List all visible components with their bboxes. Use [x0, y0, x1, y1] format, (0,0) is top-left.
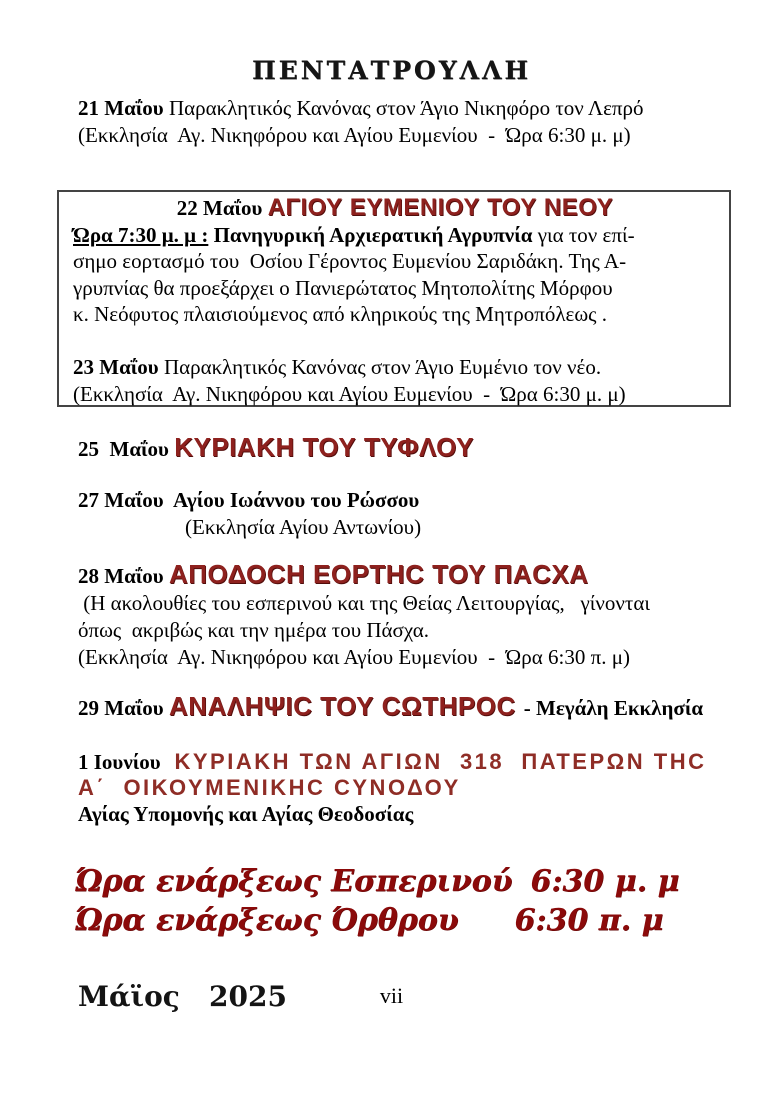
entry-27-text: Αγίου Ιωάννου του Ρώσσου	[163, 488, 420, 512]
matins-label: Ώρα ενάρξεως Όρθρου	[75, 903, 459, 938]
vespers-time: 6:30 μ. μ	[530, 864, 680, 899]
box-paragraph-line2: σημο εορτασμό του Οσίου Γέροντος Ευμενίου Σαριδάκη. Της Α-	[73, 249, 627, 273]
entry-27-date: 27 Μαΐου	[78, 488, 164, 512]
entry-jun1-line2	[78, 775, 738, 801]
entry-jun1-subtext: Αγίας Υπομονής και Αγίας Θεοδοσίας	[78, 802, 414, 826]
service-times	[75, 862, 735, 940]
box-text-23: Παρακλητικός Κανόνας στον Άγιο Ευμένιο τον νέο.	[158, 355, 602, 379]
box-time-label: Ώρα 7:30 μ. μ :	[73, 222, 209, 247]
entry-jun1-title-red-line2: Α΄ ΟΙΚΟΥΜΕΝΙΚΗC CΥΝΟΔΟΥ	[78, 775, 461, 800]
entry-28-may	[78, 561, 738, 671]
entry-28-title-red: ΑΠΟΔΟCΗ ΕΟΡΤΗC ΤΟΥ ΠΑCΧΑ	[168, 559, 589, 589]
matins-time-line	[75, 901, 735, 940]
vespers-time-line	[75, 862, 735, 901]
event-box-22-23-may	[57, 190, 731, 407]
entry-25-date: 25 Μαΐου	[78, 437, 175, 461]
entry-27-location: (Εκκλησία Αγίου Αντωνίου)	[185, 515, 422, 539]
entry-1-june	[78, 749, 738, 827]
entry-29-title-red: ΑΝΑΛΗΨΙC ΤΟΥ CΩΤΗΡΟC	[168, 691, 516, 721]
box-blank-line	[73, 328, 717, 355]
page-title: ΠΕΝΤΑΤΡΟΥΛΛΗ	[252, 56, 531, 85]
entry-28-line1: (Η ακολουθίες του εσπερινού και της Θείας Λειτουργίας, γίνονται	[78, 591, 650, 615]
entry-jun1-date: 1 Ιουνίου	[78, 750, 166, 774]
entry-29-date: 29 Μαΐου	[78, 696, 169, 720]
entry-27-line1	[78, 487, 738, 514]
box-date-22: 22 Μαΐου	[176, 196, 268, 220]
entry-29-may	[78, 693, 738, 722]
entry-jun1-line1	[78, 749, 738, 775]
entry-25-may	[78, 434, 738, 463]
entry-25-title-red: ΚΥΡΙΑΚΗ ΤΟΥ ΤΥΦΛΟΥ	[174, 432, 474, 462]
entry-28-line2: όπως ακριβώς και την ημέρα του Πάσχα.	[78, 618, 429, 642]
entry-21-line1	[78, 95, 738, 122]
entry-28-location: (Εκκλησία Αγ. Νικηφόρου και Αγίου Ευμενίου - Ώρα 6:30 π. μ)	[78, 645, 630, 669]
footer-month-label: Μάϊος 2025	[78, 980, 287, 1013]
box-entry-23-line1	[73, 354, 717, 381]
box-paragraph-line1	[73, 222, 717, 249]
entry-21-text: Παρακλητικός Κανόνας στον Άγιο Νικηφόρο τον Λεπρό	[163, 96, 644, 120]
entry-27-may	[78, 487, 738, 541]
box-location-23: (Εκκλησία Αγ. Νικηφόρου και Αγίου Ευμενίου - Ώρα 6:30 μ. μ)	[73, 381, 626, 406]
entry-28-heading	[78, 561, 738, 590]
box-heading-line	[73, 195, 717, 222]
entry-21-may	[78, 95, 738, 149]
box-paragraph-line4: κ. Νεόφυτος πλαισιούμενος από κληρικούς της Μητροπόλεως .	[73, 302, 607, 326]
entry-21-date: 21 Μαΐου	[78, 96, 164, 120]
box-date-23: 23 Μαΐου	[73, 355, 159, 379]
entry-jun1-title-red-line1: ΚΥΡΙΑΚΗ ΤΩΝ ΑΓΙΩΝ 318 ΠΑΤΕΡΩΝ ΤΗC	[165, 749, 707, 774]
vespers-label: Ώρα ενάρξεως Εσπερινού	[75, 864, 513, 899]
entry-28-date: 28 Μαΐου	[78, 564, 169, 588]
box-paragraph-line3: γρυπνίας θα προεξάρχει ο Πανιερώτατος Μητοπολίτης Μόρφου	[73, 275, 613, 300]
box-event-name: Πανηγυρική Αρχιερατική Αγρυπνία	[208, 222, 533, 247]
entry-29-suffix: - Μεγάλη Εκκλησία	[523, 696, 704, 720]
entry-21-location: (Εκκλησία Αγ. Νικηφόρου και Αγίου Ευμενίου - Ώρα 6:30 μ. μ)	[78, 123, 631, 147]
matins-time: 6:30 π. μ	[514, 903, 664, 938]
box-title-22-red: ΑΓΙΟΥ ΕΥΜΕΝΙΟΥ ΤΟΥ ΝΕΟΥ	[267, 194, 614, 221]
footer-page-number: vii	[379, 983, 404, 1008]
box-line1-rest: για τον επί-	[532, 222, 635, 247]
